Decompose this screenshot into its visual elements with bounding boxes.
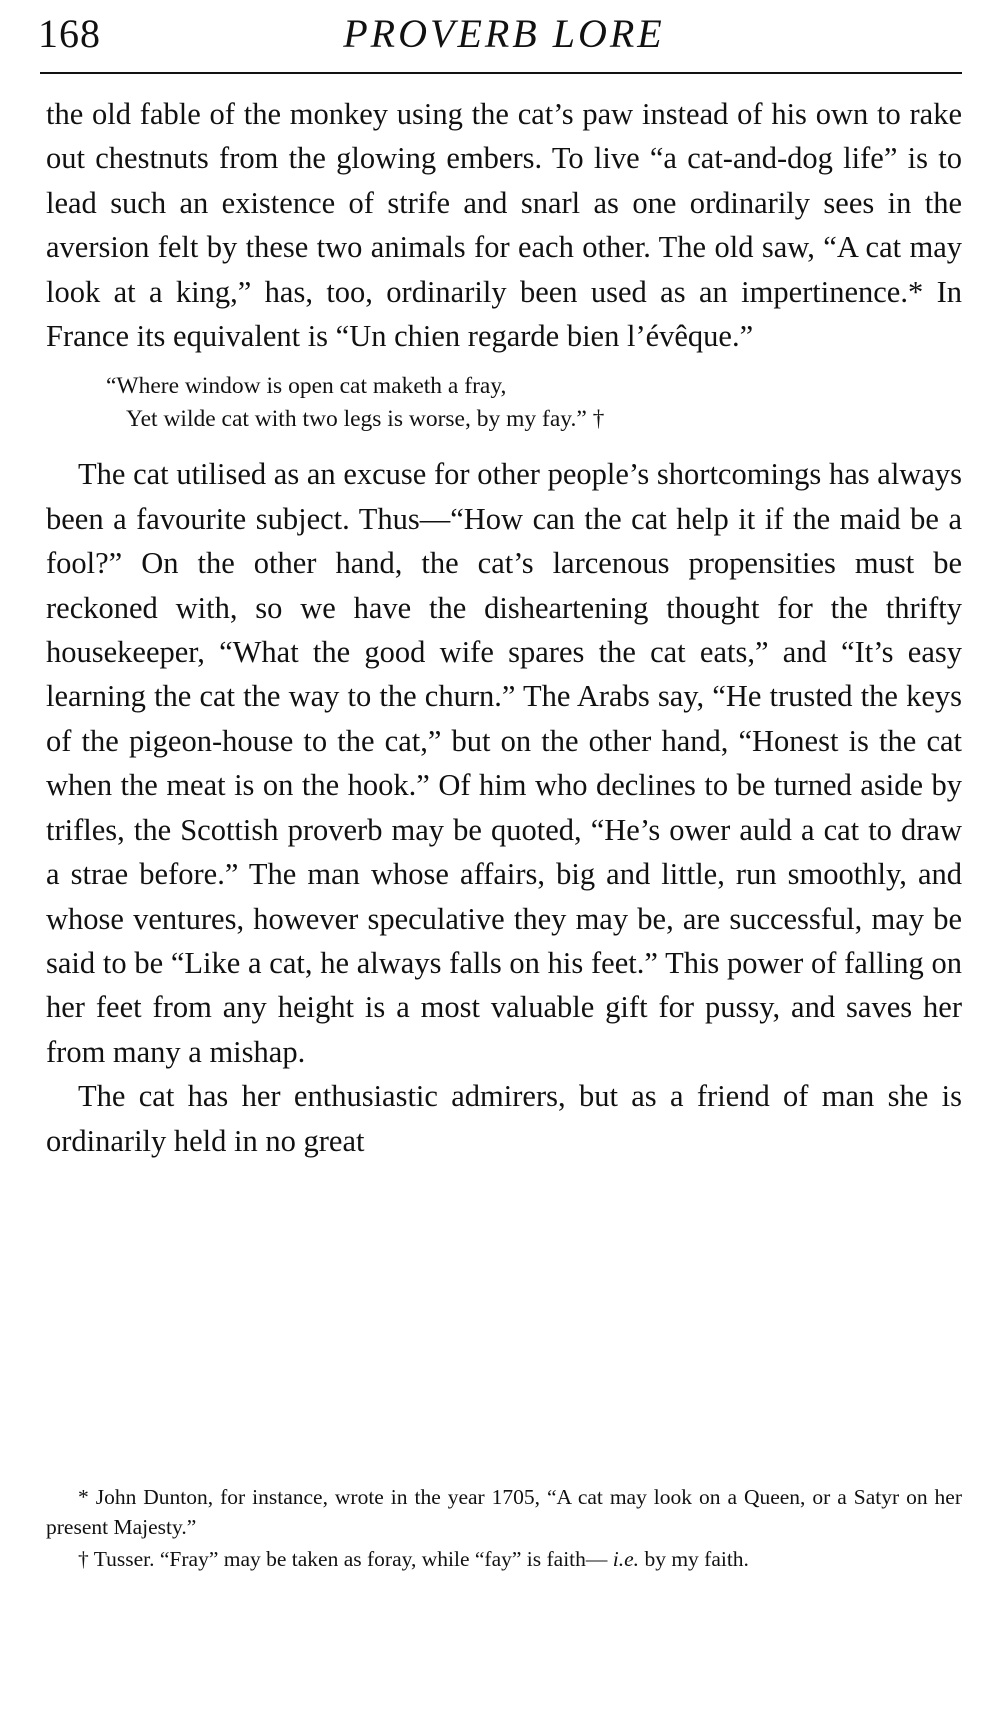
- page-header: [38, 0, 962, 78]
- footnote-tusser-text: † Tusser. “Fray” may be taken as foray, while “fay” is faith—: [78, 1547, 608, 1571]
- verse-line-1: “Where window is open cat maketh a fray,: [106, 373, 507, 400]
- paragraph-continued: the old fable of the monkey using the cat’s paw instead of his own to rake out chestnuts from the glowing embers. To live “a cat-and-dog life” is to lead such an existence of strife and snarl as one ordinarily sees in the aversion felt by these two animals for each other. The old saw, “A cat may look at a king,” has, too, ordinarily been used as an impertinence.* In France its equivalent is “Un chien regarde bien l’évêque.”: [46, 97, 962, 354]
- verse-line-2: Yet wilde cat with two legs is worse, by my fay.” †: [126, 406, 605, 433]
- paragraph-cat-admirers: The cat has her enthusiastic admirers, but as a friend of man she is ordinarily held in no great: [46, 1079, 962, 1158]
- header-rule: [40, 72, 962, 74]
- footnote-tusser-tail: by my faith.: [639, 1547, 749, 1571]
- footnotes: [46, 1482, 962, 1576]
- footnote-tusser: [46, 1544, 962, 1574]
- footnote-dunton: * John Dunton, for instance, wrote in the year 1705, “A cat may look on a Queen, or a Satyr on her present Majesty.”: [46, 1485, 962, 1539]
- body-text: [46, 92, 962, 1163]
- running-title: PROVERB LORE: [343, 11, 665, 56]
- book-page: [38, 0, 962, 1714]
- verse-quotation: [46, 370, 962, 436]
- paragraph-cat-excuse: The cat utilised as an excuse for other people’s shortcomings has always been a favourite subject. Thus—“How can the cat help it if the maid be a fool?” On the other hand, the cat’s larcenous propensities must be reckoned with, so we have the disheartening thought for the thrifty housekeeper, “What the good wife spares the cat eats,” and “It’s easy learning the cat the way to the churn.” The Arabs say, “He trusted the keys of the pigeon-house to the cat,” but on the other hand, “Honest is the cat when the meat is on the hook.” Of him who declines to be turned aside by trifles, the Scottish proverb may be quoted, “He’s ower auld a cat to draw a strae before.” The man whose affairs, big and little, run smoothly, and whose ventures, however speculative they may be, are successful, may be said to be “Like a cat, he always falls on his feet.” This power of falling on her feet from any height is a most valuable gift for pussy, and saves her from many a mishap.: [46, 457, 962, 1069]
- page-number: 168: [38, 11, 101, 56]
- footnote-tusser-ie: i.e.: [612, 1547, 640, 1571]
